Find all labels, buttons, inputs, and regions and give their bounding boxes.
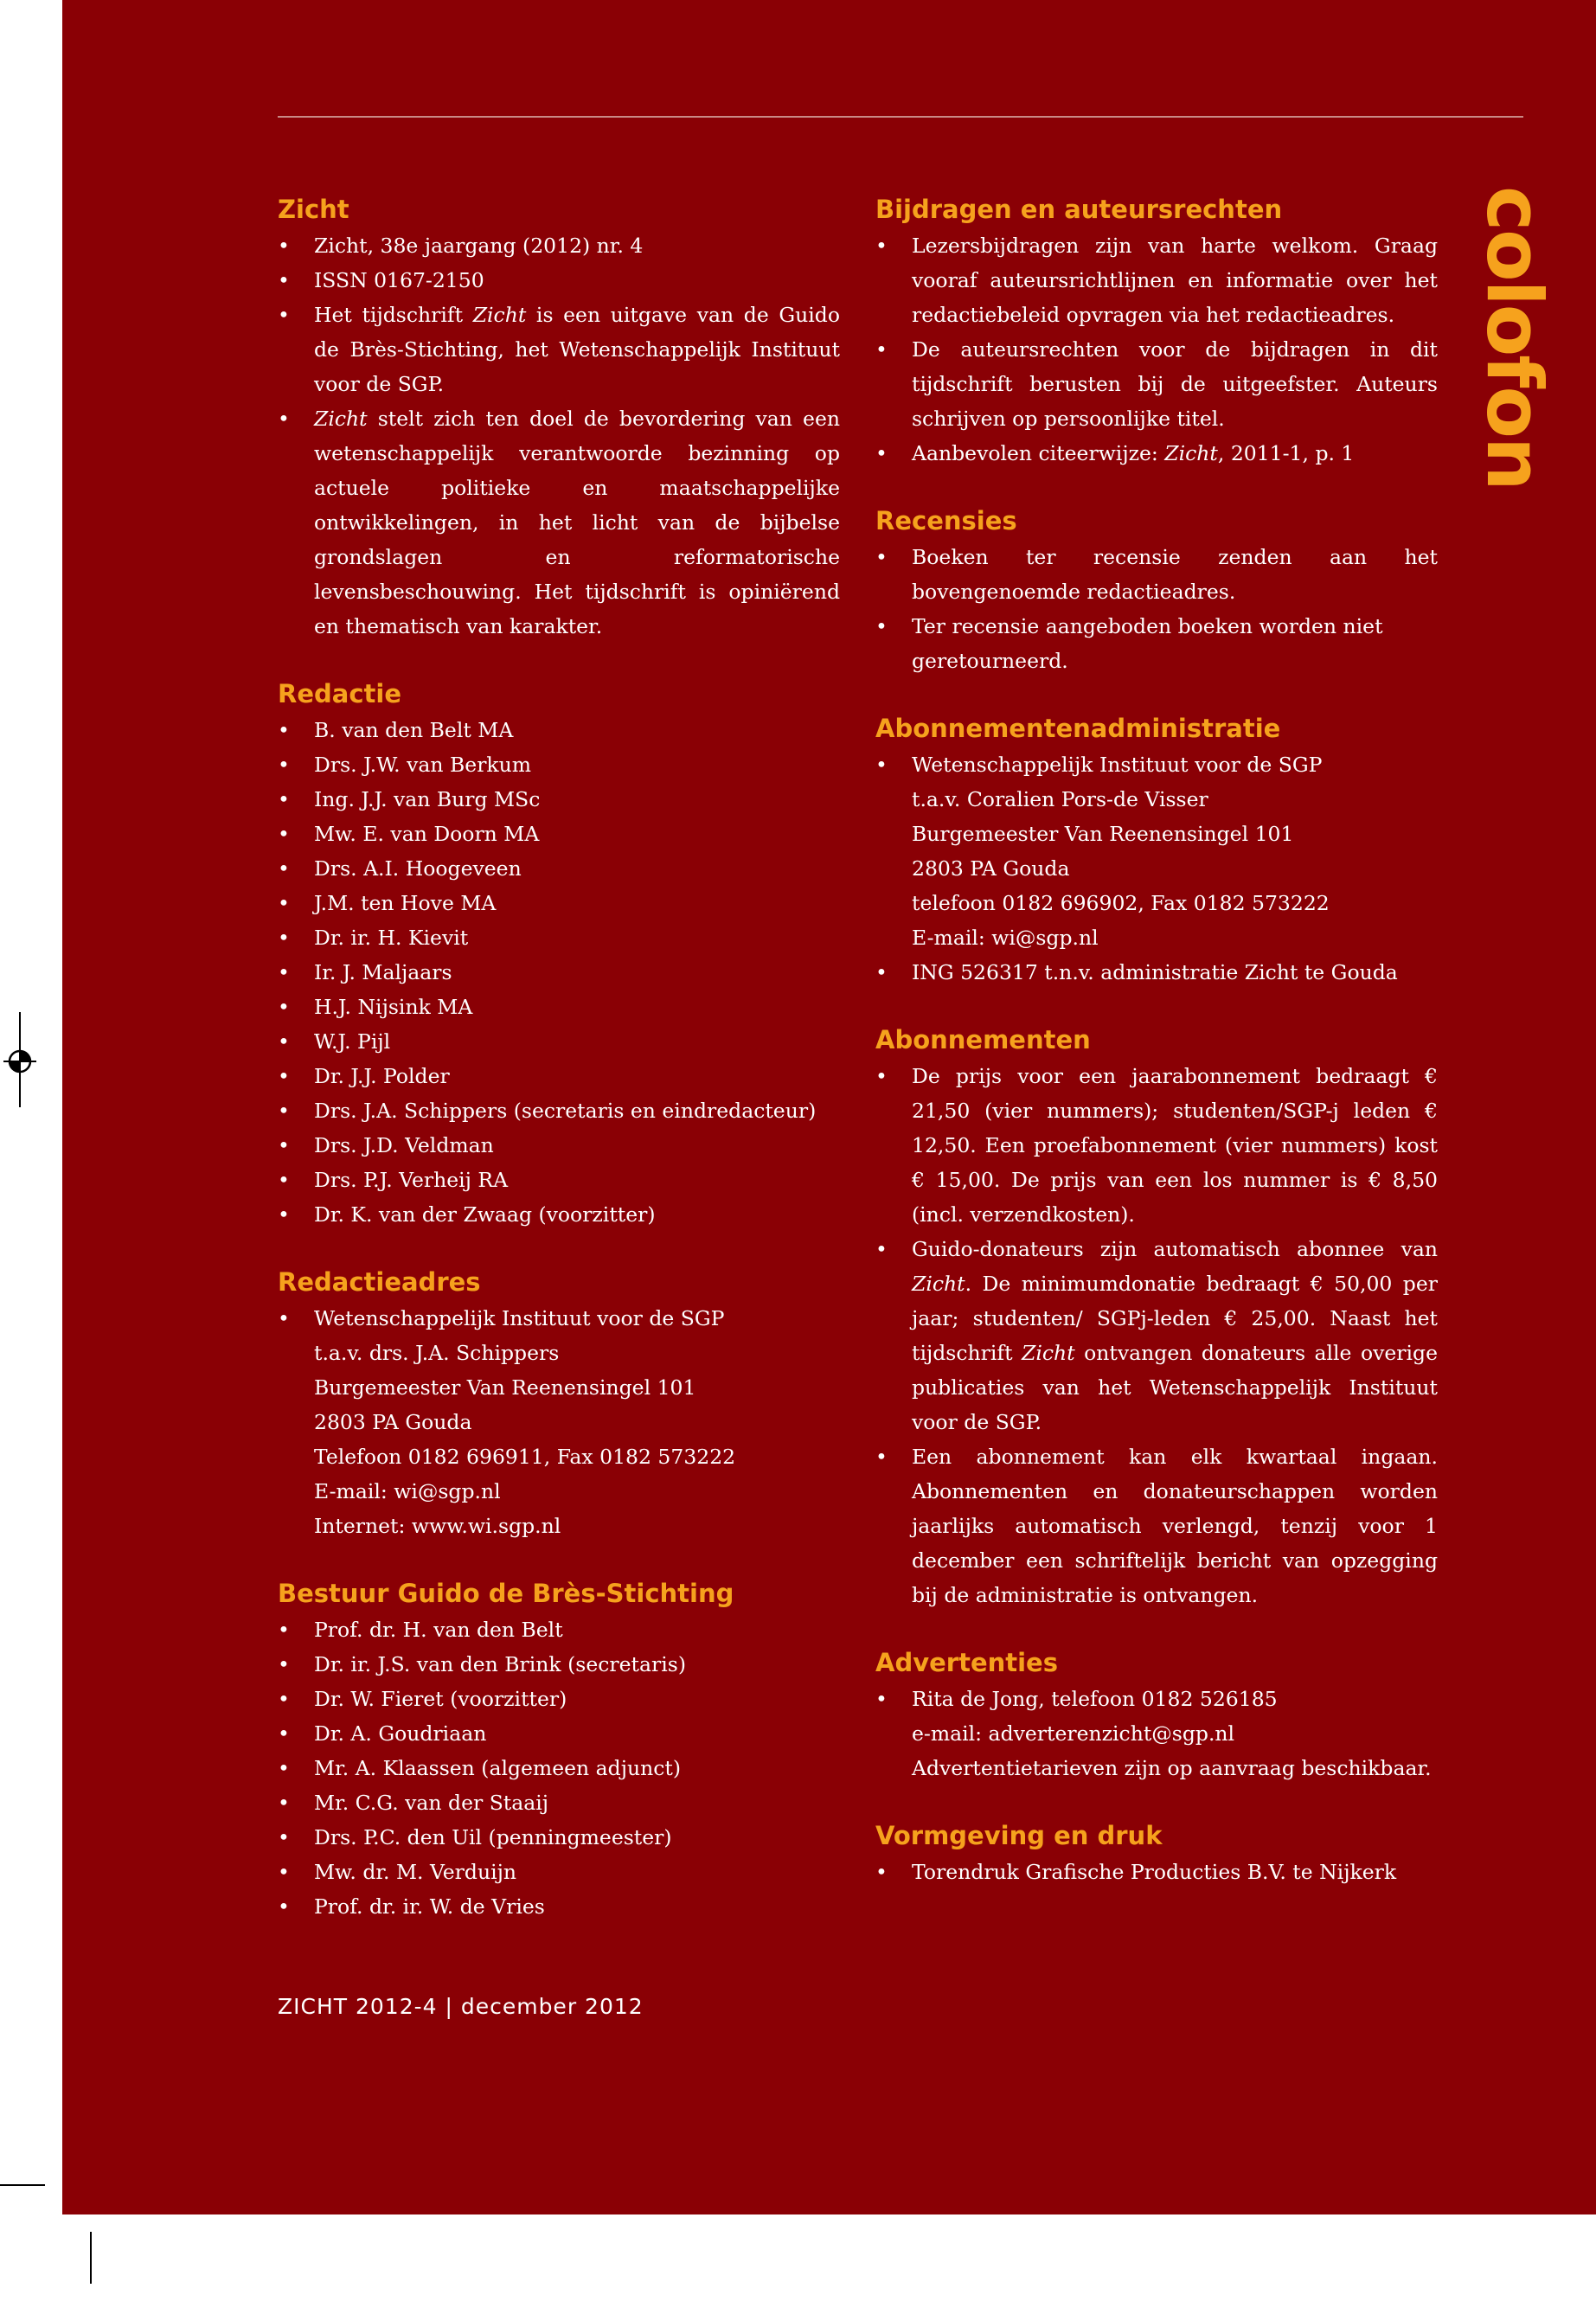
- bullet-list: [875, 228, 1438, 471]
- list-item-text: • Lezersbijdragen zijn van harte welkom. Graag vooraf auteursrichtlijnen en informatie over het redactiebeleid opvragen via het redactieadres.: [912, 234, 1438, 327]
- section-heading: Redactie: [278, 679, 401, 708]
- list-item: [875, 747, 1438, 955]
- list-item-text: • H.J. Nijsink MA: [314, 995, 473, 1019]
- list-item-text: • Drs. P.C. den Uil (penningmeester): [314, 1825, 672, 1849]
- list-item: [278, 1647, 840, 1682]
- bullet-list: [875, 1682, 1438, 1785]
- list-item-text: • Drs. A.I. Hoogeveen: [314, 856, 522, 881]
- list-item-text: • Prof. dr. ir. W. de Vries: [314, 1894, 545, 1919]
- bullet-list: [278, 228, 840, 644]
- list-item-text: • Zicht stelt zich ten doel de bevordering van een wetenschappelijk verantwoorde bezinning op actuele politieke en maatschappelijke ontwikkelingen, in het licht van de bijbelse grondslagen en reformatorische levensbeschouwing. Het tijdschrift is opiniërend en thematisch van karakter.: [314, 407, 840, 638]
- list-item-text: • Torendruk Grafische Producties B.V. te Nijkerk: [912, 1860, 1397, 1884]
- section-heading: Bestuur Guido de Brès-Stichting: [278, 1579, 734, 1608]
- list-item: [278, 713, 840, 747]
- right-column: [875, 192, 1438, 1922]
- left-column: [278, 192, 840, 1957]
- list-item: [875, 228, 1438, 332]
- list-item-text: • Rita de Jong, telefoon 0182 526185 e-mail: adverterenzicht@sgp.nl Advertentietarieven zijn op aanvraag beschikbaar.: [912, 1687, 1432, 1780]
- section-heading: Zicht: [278, 195, 349, 224]
- section-heading: Abonnementenadministratie: [875, 714, 1281, 743]
- list-item: [278, 955, 840, 990]
- list-item-text: • Drs. J.A. Schippers (secretaris en eindredacteur): [314, 1099, 817, 1123]
- bullet-list: [875, 1059, 1438, 1612]
- list-item: [278, 1855, 840, 1889]
- list-item: [278, 1059, 840, 1093]
- list-item-text: • Guido-donateurs zijn automatisch abonnee van Zicht. De minimumdonatie bedraagt € 50,00 per jaar; studenten/ SGPj-leden € 25,00. Naast het tijdschrift Zicht ontvangen donateurs alle overige publicaties van het Wetenschappelijk Instituut voor de SGP.: [912, 1237, 1438, 1434]
- list-item: [875, 332, 1438, 436]
- list-item: [875, 540, 1438, 609]
- list-item: [278, 886, 840, 920]
- list-item-text: • Ter recensie aangeboden boeken worden niet geretourneerd.: [912, 614, 1383, 673]
- section-heading: Abonnementen: [875, 1025, 1091, 1054]
- section: [875, 503, 1438, 678]
- list-item: [278, 990, 840, 1024]
- section: [278, 676, 840, 1232]
- list-item: [278, 782, 840, 817]
- list-item: [278, 1682, 840, 1716]
- list-item: [278, 1128, 840, 1163]
- crop-mark: [0, 2184, 45, 2186]
- list-item: [278, 1785, 840, 1820]
- list-item-text: • Ing. J.J. van Burg MSc: [314, 787, 541, 811]
- list-item-text: • Wetenschappelijk Instituut voor de SGP t.a.v. drs. J.A. Schippers Burgemeester Van Reenensingel 101 2803 PA Gouda Telefoon 0182 696911, Fax 0182 573222 E-mail: wi@sgp.nl Internet: www.wi.sgp.nl: [314, 1306, 736, 1538]
- list-item: [278, 228, 840, 263]
- list-item-text: • B. van den Belt MA: [314, 718, 514, 742]
- section: [875, 1022, 1438, 1612]
- section: [278, 1576, 840, 1924]
- bullet-list: [875, 747, 1438, 990]
- list-item: [278, 1820, 840, 1855]
- list-item: [278, 747, 840, 782]
- list-item: [278, 401, 840, 644]
- crop-mark: [19, 1012, 21, 1107]
- list-item-text: • Een abonnement kan elk kwartaal ingaan. Abonnementen en donateurschappen worden jaarlijks automatisch verlengd, tenzij voor 1 december een schriftelijk bericht van opzegging bij de administratie is ontvangen.: [912, 1445, 1438, 1607]
- list-item: [875, 436, 1438, 471]
- list-item-text: • Mw. dr. M. Verduijn: [314, 1860, 517, 1884]
- list-item-text: • Drs. J.D. Veldman: [314, 1133, 494, 1157]
- top-rule: [278, 116, 1523, 118]
- list-item-text: • Ir. J. Maljaars: [314, 960, 452, 984]
- list-item-text: • Wetenschappelijk Instituut voor de SGP t.a.v. Coralien Pors-de Visser Burgemeester Van Reenensingel 101 2803 PA Gouda telefoon 0182 696902, Fax 0182 573222 E-mail: wi@sgp.nl: [912, 753, 1330, 950]
- list-item-text: • Dr. ir. H. Kievit: [314, 926, 469, 950]
- section: [278, 1265, 840, 1543]
- section-heading: Redactieadres: [278, 1267, 481, 1297]
- list-item: [278, 1197, 840, 1232]
- list-item: [875, 609, 1438, 678]
- bullet-list: [875, 1855, 1438, 1889]
- list-item-text: • Dr. J.J. Polder: [314, 1064, 450, 1088]
- list-item-text: • ISSN 0167-2150: [314, 268, 484, 292]
- page-footer: ZICHT 2012-4 | december 2012: [278, 1994, 644, 2019]
- list-item: [278, 298, 840, 401]
- list-item: [278, 1612, 840, 1647]
- list-item: [875, 1059, 1438, 1232]
- list-item: [278, 1889, 840, 1924]
- list-item-text: • Mr. A. Klaassen (algemeen adjunct): [314, 1756, 682, 1780]
- list-item-text: • Aanbevolen citeerwijze: Zicht, 2011-1, p. 1: [912, 441, 1355, 465]
- list-item-text: • Het tijdschrift Zicht is een uitgave van de Guido de Brès-Stichting, het Wetenschappelijk Instituut voor de SGP.: [314, 303, 840, 396]
- section: [875, 192, 1438, 471]
- section: [875, 711, 1438, 990]
- list-item-text: • Dr. A. Goudriaan: [314, 1721, 487, 1746]
- list-item-text: • ING 526317 t.n.v. administratie Zicht te Gouda: [912, 960, 1398, 984]
- list-item: [875, 1855, 1438, 1889]
- list-item: [875, 1232, 1438, 1439]
- list-item: [278, 1093, 840, 1128]
- list-item-text: • Dr. W. Fieret (voorzitter): [314, 1687, 567, 1711]
- list-item: [278, 920, 840, 955]
- list-item-text: • Prof. dr. H. van den Belt: [314, 1618, 563, 1642]
- list-item-text: • W.J. Pijl: [314, 1029, 391, 1054]
- section-heading: Recensies: [875, 506, 1017, 535]
- list-item-text: • Zicht, 38e jaargang (2012) nr. 4: [314, 234, 644, 258]
- list-item: [278, 1024, 840, 1059]
- list-item-text: • Drs. P.J. Verheij RA: [314, 1168, 509, 1192]
- list-item-text: • Mr. C.G. van der Staaij: [314, 1791, 549, 1815]
- list-item: [875, 1682, 1438, 1785]
- bullet-list: [278, 713, 840, 1232]
- list-item-text: • Drs. J.W. van Berkum: [314, 753, 532, 777]
- section: [875, 1818, 1438, 1889]
- section-heading: Vormgeving en druk: [875, 1821, 1163, 1850]
- list-item: [875, 955, 1438, 990]
- list-item-text: • Dr. ir. J.S. van den Brink (secretaris): [314, 1652, 686, 1676]
- bullet-list: [278, 1301, 840, 1543]
- list-item: [278, 1716, 840, 1751]
- list-item: [278, 263, 840, 298]
- list-item: [278, 851, 840, 886]
- section-heading: Advertenties: [875, 1648, 1058, 1677]
- list-item-text: • Dr. K. van der Zwaag (voorzitter): [314, 1202, 656, 1227]
- list-item-text: • Mw. E. van Doorn MA: [314, 822, 540, 846]
- colofon-title: colofon: [1470, 186, 1559, 490]
- bullet-list: [875, 540, 1438, 678]
- list-item: [278, 817, 840, 851]
- list-item: [278, 1751, 840, 1785]
- list-item: [278, 1163, 840, 1197]
- list-item: [278, 1301, 840, 1543]
- list-item-text: • J.M. ten Hove MA: [314, 891, 497, 915]
- bullet-list: [278, 1612, 840, 1924]
- section: [875, 1645, 1438, 1785]
- crop-mark: [90, 2232, 92, 2284]
- section: [278, 192, 840, 644]
- list-item-text: • De prijs voor een jaarabonnement bedraagt € 21,50 (vier nummers); studenten/SGP-j leden € 12,50. Een proefabonnement (vier nummers) kost € 15,00. De prijs van een los nummer is € 8,50 (incl. verzendkosten).: [912, 1064, 1438, 1227]
- list-item: [875, 1439, 1438, 1612]
- list-item-text: • De auteursrechten voor de bijdragen in dit tijdschrift berusten bij de uitgeefster. Auteurs schrijven op persoonlijke titel.: [912, 337, 1438, 431]
- section-heading: Bijdragen en auteursrechten: [875, 195, 1283, 224]
- list-item-text: • Boeken ter recensie zenden aan het bovengenoemde redactieadres.: [912, 545, 1438, 604]
